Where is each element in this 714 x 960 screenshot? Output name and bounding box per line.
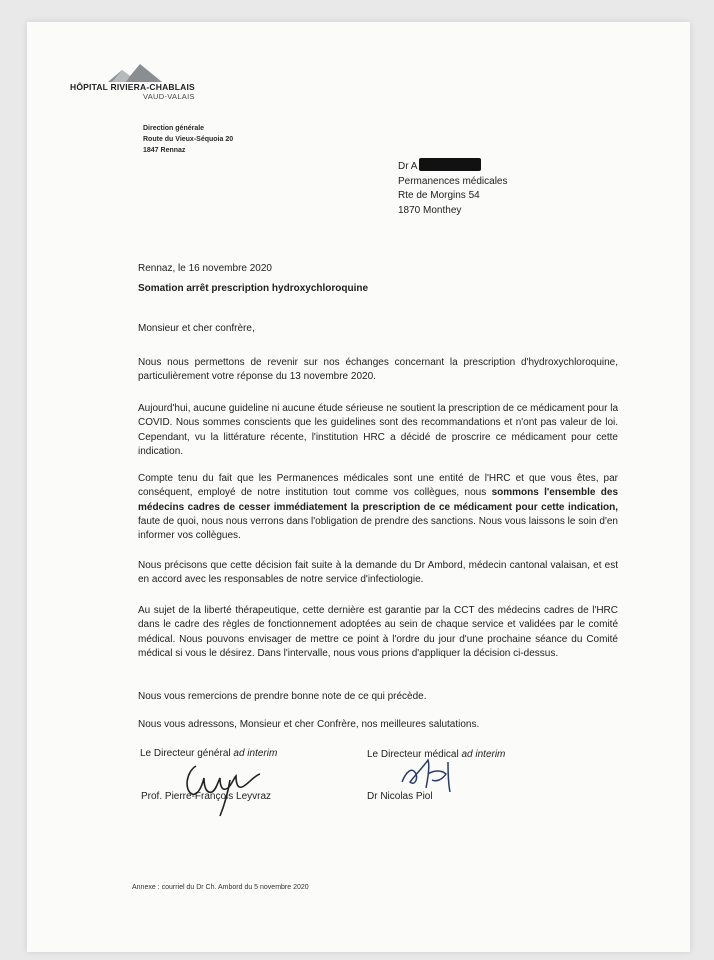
sender-city: 1847 Rennaz (143, 147, 186, 154)
right-handwritten-signature (398, 752, 468, 796)
paragraph-2: Aujourd'hui, aucune guideline ni aucune étude sérieuse ne soutient la prescription de ce médicament pour la COVID. Nous sommes conscients que les guidelines sont des recommandations et n'ont pas valeur de loi. Cependant, vu la littérature récente, l'institution HRC a décidé de proscrire ce médicament pour cette indication. (138, 403, 618, 457)
paragraph-3-end: faute de quoi, nous nous verrons dans l'obligation de prendre des sanctions. Nous vous laissons le soin d'en informer vos collègues. (138, 515, 618, 542)
right-title-italic: ad interim (461, 749, 506, 760)
recipient-address (398, 158, 508, 218)
recipient-name (398, 158, 508, 175)
paragraph-6: Nous vous remercions de prendre bonne note de ce qui précède. (138, 691, 427, 702)
left-title-italic: ad interim (233, 748, 278, 759)
paragraph-3-start: Compte tenu du fait que les Permanences médicales sont une entité de l'HRC et que vous êtes, par conséquent, employé de notre institution tout comme vos collègues, nous (138, 473, 618, 499)
paragraph-3 (138, 472, 618, 543)
sender-address (143, 123, 233, 156)
sender-street: Route du Vieux-Séquoia 20 (143, 136, 234, 143)
paragraph-7: Nous vous adressons, Monsieur et cher Confrère, nos meilleures salutations. (138, 719, 480, 730)
redaction-block (419, 158, 481, 171)
letter-subject: Somation arrêt prescription hydroxychloroquine (138, 283, 369, 294)
paragraph-5: Au sujet de la liberté thérapeutique, cette dernière est garantie par la CCT des médecins cadres de l'HRC dans le cadre des règles de fonctionnement adoptées au sein de chaque service et validées par le comité médical. Nous pouvons envisager de mettre ce point à l'ordre du jour d'une prochaine séance du Comité médical si vous le désirez. Dans l'intervalle, nous vous prions d'appliquer la décision ci-dessus. (138, 605, 618, 659)
recipient-organization: Permanences médicales (398, 175, 508, 187)
mountain-logo-icon (108, 64, 162, 82)
paragraph-3-bold: sommons l'ensemble des médecins cadres de cesser immédiatement la prescription de ce médicament pour cette indication, (138, 487, 619, 513)
left-handwritten-signature (178, 756, 268, 818)
hospital-name: HÔPITAL RIVIERA-CHABLAIS (70, 82, 195, 92)
hospital-logo (70, 64, 210, 106)
salutation: Monsieur et cher confrère, (138, 323, 255, 334)
recipient-city: 1870 Monthey (398, 204, 462, 216)
right-signatory-name: Dr Nicolas Piol (367, 791, 433, 802)
left-signatory-name: Prof. Pierre-François Leyvraz (141, 791, 272, 802)
paragraph-4: Nous précisons que cette décision fait suite à la demande du Dr Ambord, médecin cantonal valaisan, et est en accord avec les responsables de notre service d'infectiologie. (138, 560, 618, 586)
annex-note: Annexe : courriel du Dr Ch. Ambord du 5 novembre 2020 (132, 884, 309, 891)
sender-department: Direction générale (143, 125, 205, 132)
letter-date: Rennaz, le 16 novembre 2020 (138, 263, 272, 274)
left-title-text: Le Directeur général (140, 748, 234, 759)
hospital-subtitle: VAUD-VALAIS (143, 92, 195, 101)
paragraph-1: Nous nous permettons de revenir sur nos échanges concernant la prescription d'hydroxychloroquine, particulièrement votre réponse du 13 novembre 2020. (138, 357, 618, 383)
recipient-street: Rte de Morgins 54 (398, 190, 480, 201)
recipient-prefix: Dr A (398, 161, 418, 172)
right-title-text: Le Directeur médical (367, 749, 462, 760)
